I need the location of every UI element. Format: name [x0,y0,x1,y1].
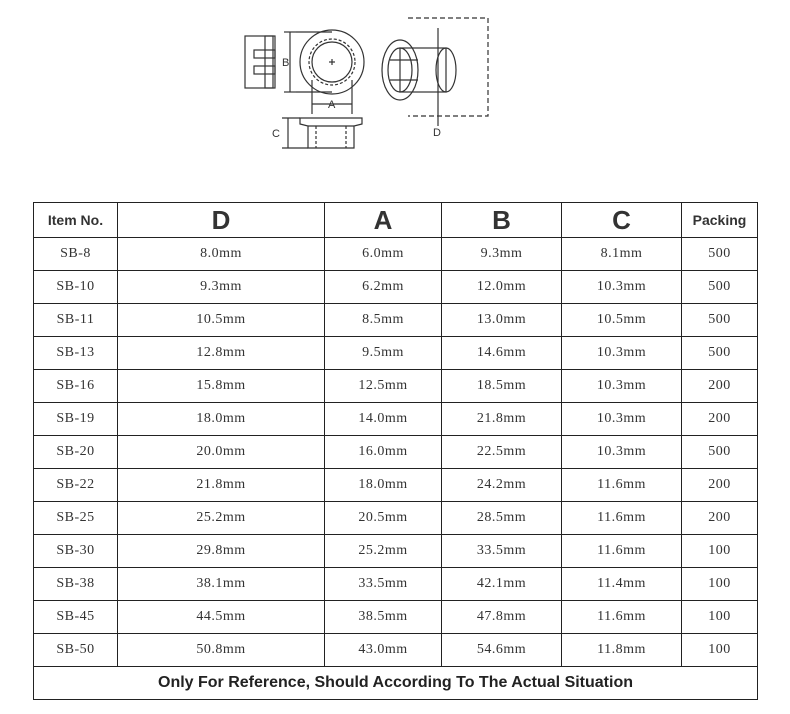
table-row [34,238,758,271]
cell-item-no: SB-38 [34,568,118,601]
cell-item-no: SB-20 [34,436,118,469]
table-row [34,469,758,502]
cell-b: 13.0mm [442,304,562,337]
cell-a: 43.0mm [325,634,442,667]
cell-packing: 500 [682,337,758,370]
table-row [34,502,758,535]
cell-c: 11.8mm [562,634,682,667]
cell-packing: 500 [682,271,758,304]
cell-c: 10.3mm [562,436,682,469]
table-row [34,634,758,667]
cell-d: 10.5mm [118,304,325,337]
cell-b: 9.3mm [442,238,562,271]
cell-d: 18.0mm [118,403,325,436]
header-b: B [442,203,562,238]
cell-packing: 500 [682,304,758,337]
cell-packing: 200 [682,469,758,502]
cell-d: 44.5mm [118,601,325,634]
cell-b: 47.8mm [442,601,562,634]
cell-c: 11.6mm [562,502,682,535]
table-body [34,238,758,667]
cell-a: 16.0mm [325,436,442,469]
cell-packing: 500 [682,238,758,271]
cell-d: 21.8mm [118,469,325,502]
table-row [34,436,758,469]
cell-b: 42.1mm [442,568,562,601]
cell-c: 10.5mm [562,304,682,337]
cell-c: 10.3mm [562,337,682,370]
cell-c: 10.3mm [562,370,682,403]
cell-item-no: SB-13 [34,337,118,370]
cell-d: 15.8mm [118,370,325,403]
cell-item-no: SB-22 [34,469,118,502]
cell-c: 11.6mm [562,535,682,568]
header-a: A [325,203,442,238]
table-footer-row [34,667,758,700]
header-c: C [562,203,682,238]
grommet-spec-table [33,202,758,700]
cell-b: 24.2mm [442,469,562,502]
cell-item-no: SB-25 [34,502,118,535]
cell-c: 8.1mm [562,238,682,271]
label-a: A [328,99,336,111]
cell-d: 20.0mm [118,436,325,469]
header-d: D [118,203,325,238]
cell-item-no: SB-19 [34,403,118,436]
cell-d: 9.3mm [118,271,325,304]
cell-c: 11.4mm [562,568,682,601]
table-row [34,601,758,634]
cell-b: 21.8mm [442,403,562,436]
cell-packing: 100 [682,535,758,568]
cell-item-no: SB-11 [34,304,118,337]
grommet-dimension-diagram [230,8,510,158]
side-view-body [245,36,275,88]
cell-a: 6.0mm [325,238,442,271]
cell-d: 38.1mm [118,568,325,601]
table-row [34,271,758,304]
cell-packing: 200 [682,403,758,436]
cell-a: 20.5mm [325,502,442,535]
reference-note: Only For Reference, Should According To The Actual Situation [34,667,758,700]
cell-b: 33.5mm [442,535,562,568]
cell-item-no: SB-8 [34,238,118,271]
cell-packing: 500 [682,436,758,469]
cell-d: 8.0mm [118,238,325,271]
cell-packing: 100 [682,568,758,601]
cell-item-no: SB-16 [34,370,118,403]
cell-packing: 100 [682,634,758,667]
panel-outline [408,18,488,116]
cell-b: 12.0mm [442,271,562,304]
cell-d: 25.2mm [118,502,325,535]
cell-a: 25.2mm [325,535,442,568]
cell-packing: 200 [682,370,758,403]
cell-item-no: SB-30 [34,535,118,568]
cell-a: 8.5mm [325,304,442,337]
cell-a: 14.0mm [325,403,442,436]
cell-d: 29.8mm [118,535,325,568]
label-c: C [272,128,280,140]
cell-packing: 200 [682,502,758,535]
cell-packing: 100 [682,601,758,634]
table-row [34,337,758,370]
cell-item-no: SB-10 [34,271,118,304]
cell-b: 22.5mm [442,436,562,469]
cell-b: 28.5mm [442,502,562,535]
label-b: B [282,57,290,69]
cell-c: 11.6mm [562,469,682,502]
cell-a: 12.5mm [325,370,442,403]
section-view [300,118,362,148]
cell-c: 10.3mm [562,403,682,436]
table-row [34,568,758,601]
cell-c: 10.3mm [562,271,682,304]
cell-d: 50.8mm [118,634,325,667]
cell-a: 38.5mm [325,601,442,634]
cell-a: 18.0mm [325,469,442,502]
cell-d: 12.8mm [118,337,325,370]
cell-a: 33.5mm [325,568,442,601]
cell-c: 11.6mm [562,601,682,634]
label-d: D [433,127,441,139]
table-row [34,370,758,403]
table-header-row [34,203,758,238]
table-row [34,403,758,436]
cell-b: 18.5mm [442,370,562,403]
cell-a: 6.2mm [325,271,442,304]
cell-b: 54.6mm [442,634,562,667]
table-row [34,304,758,337]
cell-item-no: SB-50 [34,634,118,667]
cell-b: 14.6mm [442,337,562,370]
table-row [34,535,758,568]
cell-a: 9.5mm [325,337,442,370]
header-item-no: Item No. [34,203,118,238]
cell-item-no: SB-45 [34,601,118,634]
header-packing: Packing [682,203,758,238]
